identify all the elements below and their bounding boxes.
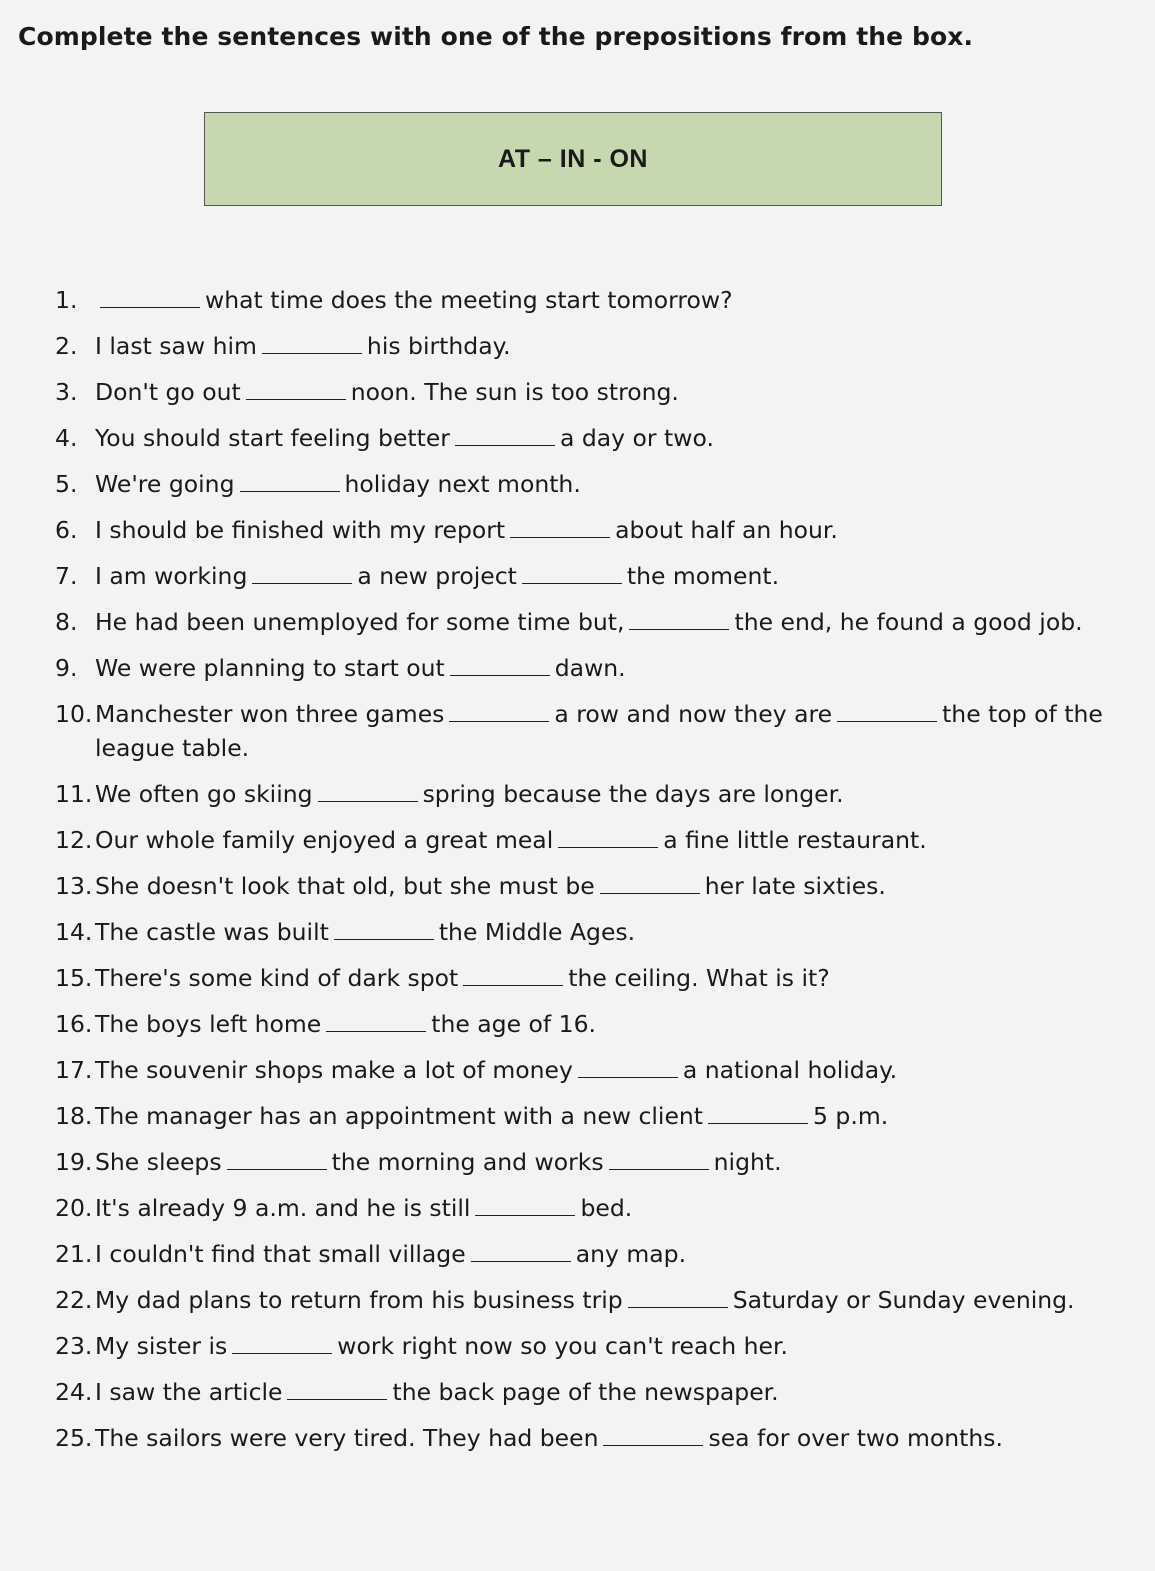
sentence [95,1421,1135,1455]
item-number: 6. [55,516,78,544]
item-number: 19. [55,1148,93,1176]
item-number: 8. [55,608,78,636]
sentence-fragment: a national holiday. [682,1056,898,1084]
sentence-fragment: She sleeps [95,1148,222,1176]
exercise-item [55,1191,1135,1225]
exercise-item [55,1283,1135,1317]
sentence-fragment: You should start feeling better [95,424,450,452]
item-number: 13. [55,872,93,900]
answer-blank[interactable] [240,471,340,492]
sentence-fragment: work right now so you can't reach her. [337,1332,788,1360]
answer-blank[interactable] [609,1149,709,1170]
answer-blank[interactable] [227,1149,327,1170]
sentence [95,421,1135,455]
sentence-fragment: his birthday. [366,332,511,360]
sentence-fragment: dawn. [554,654,626,682]
sentence-fragment: It's already 9 a.m. and he is still [95,1194,471,1222]
answer-blank[interactable] [510,517,610,538]
exercise-item [55,559,1135,593]
sentence-fragment: I am working [95,562,248,590]
item-number: 22. [55,1286,93,1314]
exercise-item [55,1007,1135,1041]
item-number: 15. [55,964,93,992]
sentence-fragment: Don't go out [95,378,241,406]
sentence-fragment: The souvenir shops make a lot of money [95,1056,573,1084]
sentence-fragment: I couldn't find that small village [95,1240,466,1268]
item-number: 16. [55,1010,93,1038]
item-number: 11. [55,780,93,808]
preposition-list: AT – IN - ON [498,144,648,173]
exercise-item [55,513,1135,547]
answer-blank[interactable] [252,563,352,584]
sentence [95,283,1135,317]
exercise-item [55,697,1135,765]
sentence-fragment: noon. The sun is too strong. [350,378,679,406]
exercise-list [55,283,1135,1467]
sentence [95,1375,1135,1409]
exercise-item [55,1329,1135,1363]
sentence-fragment: the age of 16. [431,1010,597,1038]
answer-blank[interactable] [629,609,729,630]
sentence-fragment: He had been unemployed for some time but, [95,608,625,636]
answer-blank[interactable] [837,701,937,722]
sentence [95,869,1135,903]
answer-blank[interactable] [232,1333,332,1354]
sentence [95,467,1135,501]
exercise-item [55,1375,1135,1409]
exercise-item [55,1145,1135,1179]
sentence-fragment: any map. [575,1240,687,1268]
sentence [95,777,1135,811]
sentence-fragment: The boys left home [95,1010,322,1038]
answer-blank[interactable] [449,701,549,722]
item-number: 24. [55,1378,93,1406]
sentence-fragment: There's some kind of dark spot [95,964,459,992]
answer-blank[interactable] [522,563,622,584]
item-number: 7. [55,562,78,590]
sentence [95,375,1135,409]
sentence [95,823,1135,857]
sentence-fragment: spring because the days are longer. [422,780,844,808]
sentence-fragment: bed. [580,1194,633,1222]
sentence-fragment: The manager has an appointment with a new client [95,1102,704,1130]
sentence [95,1099,1135,1133]
answer-blank[interactable] [471,1241,571,1262]
item-number: 5. [55,470,78,498]
sentence-fragment: a row and now they are [554,700,833,728]
exercise-item [55,869,1135,903]
exercise-item [55,915,1135,949]
sentence-fragment: She doesn't look that old, but she must be [95,872,595,900]
exercise-item [55,421,1135,455]
item-number: 18. [55,1102,93,1130]
sentence-fragment: the moment. [626,562,780,590]
sentence-fragment: I last saw him [95,332,257,360]
sentence [95,961,1135,995]
sentence [95,1145,1135,1179]
sentence-fragment: a day or two. [559,424,714,452]
sentence [95,329,1135,363]
exercise-item [55,1237,1135,1271]
sentence-fragment: I saw the article [95,1378,283,1406]
exercise-item [55,777,1135,811]
sentence-fragment: the top of the league table. [95,700,1111,762]
exercise-item [55,961,1135,995]
sentence-fragment: My dad plans to return from his business trip [95,1286,623,1314]
item-number: 4. [55,424,78,452]
exercise-item [55,651,1135,685]
sentence [95,1283,1135,1317]
sentence [95,513,1135,547]
sentence-fragment: 5 p.m. [813,1102,889,1130]
sentence-fragment: Manchester won three games [95,700,445,728]
sentence [95,1237,1135,1271]
sentence-fragment: The sailors were very tired. They had been [95,1424,599,1452]
answer-blank[interactable] [334,919,434,940]
instructions-heading: Complete the sentences with one of the prepositions from the box. [18,22,974,51]
item-number: 3. [55,378,78,406]
sentence-fragment: Our whole family enjoyed a great meal [95,826,554,854]
sentence-fragment: a new project [357,562,517,590]
exercise-item [55,1099,1135,1133]
sentence-fragment: night. [713,1148,782,1176]
sentence-fragment: her late sixties. [704,872,886,900]
item-number: 2. [55,332,78,360]
exercise-item [55,283,1135,317]
answer-blank[interactable] [600,873,700,894]
sentence [95,605,1135,639]
answer-blank[interactable] [262,333,362,354]
answer-blank[interactable] [558,827,658,848]
answer-blank[interactable] [455,425,555,446]
sentence-fragment: sea for over two months. [708,1424,1003,1452]
answer-blank[interactable] [463,965,563,986]
item-number: 12. [55,826,93,854]
answer-blank[interactable] [475,1195,575,1216]
item-number: 17. [55,1056,93,1084]
sentence-fragment: the ceiling. What is it? [568,964,830,992]
sentence-fragment: the back page of the newspaper. [392,1378,779,1406]
item-number: 9. [55,654,78,682]
exercise-item [55,1421,1135,1455]
exercise-item [55,823,1135,857]
item-number: 23. [55,1332,93,1360]
sentence-fragment: We often go skiing [95,780,313,808]
sentence-fragment: a fine little restaurant. [663,826,927,854]
answer-blank[interactable] [246,379,346,400]
item-number: 21. [55,1240,93,1268]
sentence [95,1329,1135,1363]
item-number: 1. [55,286,78,314]
sentence-fragment: holiday next month. [344,470,581,498]
sentence-fragment: We're going [95,470,235,498]
answer-blank[interactable] [318,781,418,802]
sentence [95,1191,1135,1225]
exercise-item [55,1053,1135,1087]
answer-blank[interactable] [628,1287,728,1308]
item-number: 20. [55,1194,93,1222]
sentence-fragment: I should be finished with my report [95,516,506,544]
sentence [95,697,1135,765]
exercise-item [55,467,1135,501]
sentence-fragment: The castle was built [95,918,329,946]
sentence-fragment: Saturday or Sunday evening. [732,1286,1075,1314]
answer-blank[interactable] [100,287,200,308]
answer-blank[interactable] [326,1011,426,1032]
answer-blank[interactable] [450,655,550,676]
sentence-fragment: the morning and works [331,1148,604,1176]
sentence-fragment: about half an hour. [615,516,838,544]
sentence [95,915,1135,949]
answer-blank[interactable] [708,1103,808,1124]
sentence [95,1007,1135,1041]
answer-blank[interactable] [578,1057,678,1078]
item-number: 25. [55,1424,93,1452]
exercise-item [55,605,1135,639]
sentence-fragment: the Middle Ages. [438,918,636,946]
sentence-fragment: We were planning to start out [95,654,445,682]
sentence [95,559,1135,593]
sentence-fragment: what time does the meeting start tomorrow? [205,286,733,314]
sentence [95,651,1135,685]
exercise-item [55,329,1135,363]
item-number: 10. [55,700,93,728]
sentence-fragment: My sister is [95,1332,228,1360]
exercise-item [55,375,1135,409]
preposition-box [204,112,942,206]
answer-blank[interactable] [287,1379,387,1400]
sentence-fragment: the end, he found a good job. [734,608,1083,636]
item-number: 14. [55,918,93,946]
answer-blank[interactable] [603,1425,703,1446]
sentence [95,1053,1135,1087]
